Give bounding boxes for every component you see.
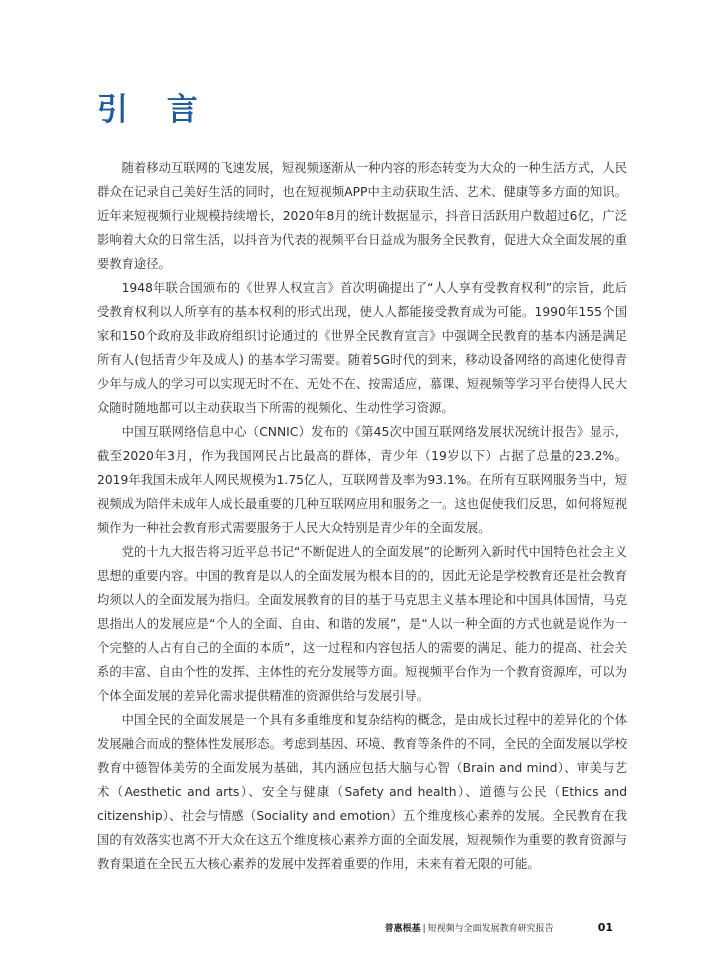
paragraph-3: 中国互联网络信息中心（CNNIC）发布的《第45次中国互联网络发展状况统计报告》显示，截至2020年3月，作为我国网民占比最高的群体，青少年（19岁以下）占据了总量的23.2%。2019年我国未成年人网民规模为1.75亿人，互联网普及率为93.1%。在所有互联网服务当中，短视频成为陪伴未成年人成长最重要的几种互联网应用和服务之一。这也促使我们反思，如何将短视频作为一种社会教育形式需要服务于人民大众特别是青少年的全面发展。 xyxy=(97,425,627,535)
page-number: 01 xyxy=(597,921,613,934)
paragraph-1: 随着移动互联网的飞速发展，短视频逐渐从一种内容的形态转变为大众的一种生活方式，人民群众在记录自己美好生活的同时，也在短视频APP中主动获取生活、艺术、健康等多方面的知识。近年来短视频行业规模持续增长，2020年8月的统计数据显示，抖音日活跃用户数超过6亿，广泛影响着大众的日常生活，以抖音为代表的视频平台日益成为服务全民教育，促进大众全面发展的重要教育途径。 xyxy=(97,161,627,271)
paragraph-5: 中国全民的全面发展是一个具有多重维度和复杂结构的概念，是由成长过程中的差异化的个体发展融合而成的整体性发展形态。考虑到基因、环境、教育等条件的不同，全民的全面发展以学校教育中德智体美劳的全面发展为基础，其内涵应包括大脑与心智（Brain and mind）、审美与艺术（Aesthetic and arts）、安全与健康（Safety and health）、道德与公民（Ethics and citizenship）、社会与情感（Sociality and emotion）五个维度核心素养的发展。全民教育在我国的有效落实也离不开大众在这五个维度核心素养方面的全面发展，短视频作为重要的教育资源与教育渠道在全民五大核心素养的发展中发挥着重要的作用，未来有着无限的可能。 xyxy=(97,713,627,871)
footer-brand: 普惠根基 xyxy=(384,924,421,934)
paragraph-2: 1948年联合国颁布的《世界人权宣言》首次明确提出了“人人享有受教育权利”的宗旨，此后受教育权利以人所享有的基本权利的形式出现，使人人都能接受教育成为可能。1990年155个国家和150个政府及非政府组织讨论通过的《世界全民教育宣言》中强调全民教育的基本内涵是满足所有人(包括青少年及成人) 的基本学习需要。随着5G时代的到来，移动设备网络的高速化使得青少年与成人的学习可以实现无时不在、无处不在、按需适应，慕课、短视频等学习平台使得人民大众随时随地都可以主动获取当下所需的视频化、生动性学习资源。 xyxy=(97,281,627,415)
paragraph-4: 党的十九大报告将习近平总书记“不断促进人的全面发展”的论断列入新时代中国特色社会主义思想的重要内容。中国的教育是以人的全面发展为根本目的的，因此无论是学校教育还是社会教育均须以人的全面发展为指归。全面发展教育的目的基于马克思主义基本理论和中国具体国情，马克思指出人的发展应是“个人的全面、自由、和谐的发展”，是“人以一种全面的方式也就是说作为一个完整的人占有自己的全面的本质”，这一过程和内容包括人的需要的满足、能力的提高、社会关系的丰富、自由个性的发挥、主体性的充分发展等方面。短视频平台作为一个教育资源库，可以为个体全面发展的差异化需求提供精准的资源供给与发展引导。 xyxy=(97,545,627,703)
footer-separator: | xyxy=(422,924,426,934)
footer-report-title: 短视频与全面发展教育研究报告 xyxy=(427,924,554,934)
page-title: 引 言 xyxy=(97,92,212,128)
body-text xyxy=(97,156,627,876)
page-footer xyxy=(385,921,613,934)
